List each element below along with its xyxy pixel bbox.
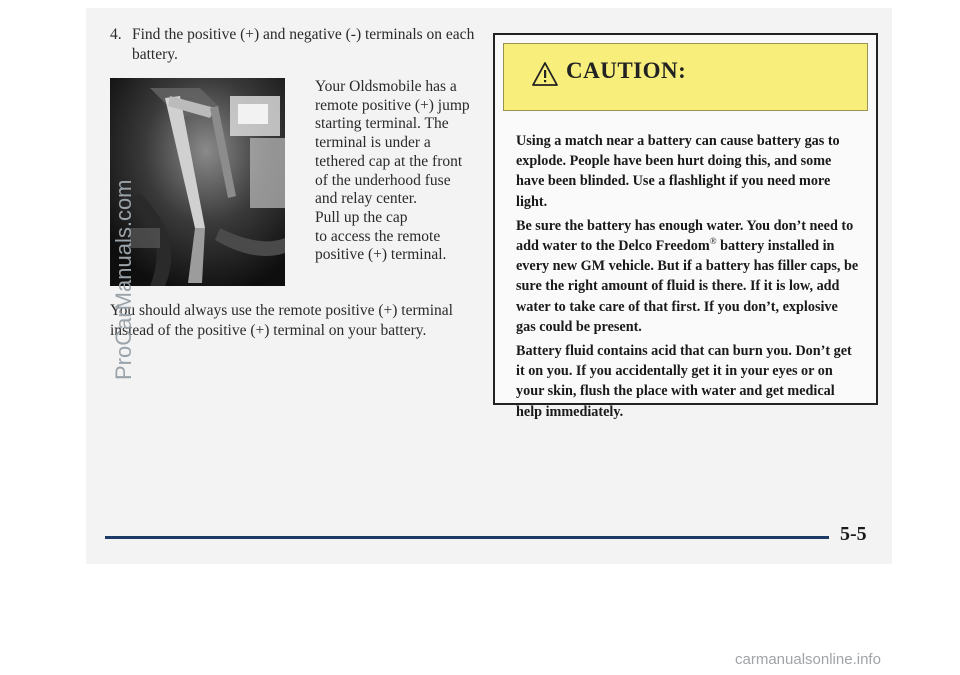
side-text-line: Your Oldsmobile has a bbox=[315, 78, 457, 95]
side-text-line: of the underhood fuse bbox=[315, 171, 451, 189]
footer-rule bbox=[105, 536, 829, 539]
remote-terminal-advice: You should always use the remote positive (+) terminal instead of the positive (+) terminal on your battery. bbox=[110, 302, 453, 339]
caution-box bbox=[493, 33, 878, 420]
caution-water-text-b: battery installed in every new GM vehicle. But if a battery has filler caps, be sure the right amount of fluid is there. If it is low, add water to take care of that first. If you don’t, explosive gas could be present. bbox=[516, 238, 859, 335]
caution-label: CAUTION: bbox=[566, 58, 687, 83]
side-watermark bbox=[85, 179, 136, 380]
page-number: 5-5 bbox=[840, 523, 867, 545]
side-text-line: to access the remote bbox=[315, 227, 441, 245]
remote-terminal-description bbox=[315, 78, 485, 265]
caution-text bbox=[516, 131, 861, 426]
side-text-line: Pull up the cap bbox=[315, 208, 408, 226]
step-number: 4. bbox=[110, 26, 122, 43]
side-text-line: and relay center. bbox=[315, 190, 417, 208]
step-text: Find the positive (+) and negative (-) terminals on each battery. bbox=[132, 26, 475, 63]
caution-paragraph-water bbox=[516, 216, 861, 337]
side-text-line: starting terminal. The bbox=[315, 115, 449, 133]
caution-paragraph-match: Using a match near a battery can cause battery gas to explode. People have been hurt doing this, and some have been blinded. Use a flashlight if you need more light. bbox=[516, 133, 840, 210]
side-text-line: terminal is under a bbox=[315, 134, 431, 152]
side-watermark-text: ProCarManuals.com bbox=[111, 179, 136, 380]
bottom-watermark: carmanualsonline.info bbox=[735, 651, 881, 668]
side-text-line: tethered cap at the front bbox=[315, 152, 463, 170]
caution-paragraph-acid: Battery fluid contains acid that can burn you. Don’t get it on you. If you accidentally get it in your eyes or on your skin, flush the place with water and get medical help immediately. bbox=[516, 343, 852, 420]
side-text-line: remote positive (+) jump bbox=[315, 96, 470, 114]
caution-header bbox=[503, 43, 868, 111]
side-text-line: positive (+) terminal. bbox=[315, 246, 447, 264]
warning-triangle-icon bbox=[532, 62, 558, 86]
registered-mark: ® bbox=[709, 236, 717, 247]
caution-water-text-a: Be sure the battery has enough water. You don’t need to add water to the Delco Freedom bbox=[516, 217, 854, 255]
